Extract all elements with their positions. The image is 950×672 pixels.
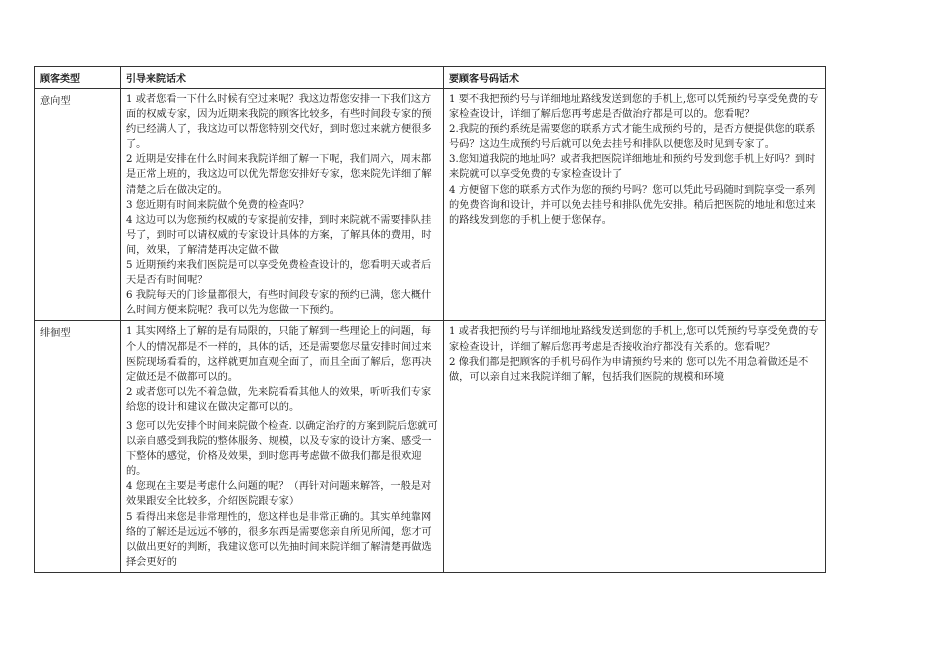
- script-paragraph: 5 近期预约来我们医院是可以享受免费检查设计的，您看明天或者后天是否有时间呢？: [126, 260, 432, 287]
- table-row: [35, 321, 826, 573]
- customer-type-cell: 绯徊型: [35, 321, 121, 573]
- script-paragraph: 1 或者我把预约号与详细地址路线发送到您的手机上,您可以凭预约号享受免费的专家检查设计，详细了解后您再考虑是否接收治疗都没有关系的。您看呢？: [449, 326, 819, 353]
- phone-script-cell: [444, 321, 826, 573]
- header-customer-type: 顾客类型: [35, 67, 121, 89]
- header-row: [35, 67, 826, 89]
- header-phone-script: 要顾客号码话术: [444, 67, 826, 89]
- script-paragraph: 1 要不我把预约号与详细地址路线发送到您的手机上,您可以凭预约号享受免费的专家检查设计，详细了解后您再考虑是否做治疗都是可以的。您看呢？: [449, 94, 819, 121]
- guide-script-cell: [121, 321, 444, 573]
- table-row: [35, 89, 826, 321]
- script-paragraph: 4 方便留下您的联系方式作为您的预约号吗？您可以凭此号码随时到院享受一系列的免费咨询和设计，并可以免去挂号和排队优先安排。稍后把医院的地址和您过来的路线发到您的手机上便于您保存。: [449, 184, 816, 226]
- script-paragraph: 2.我院的预约系统是需要您的联系方式才能生成预约号的，是否方便提供您的联系号码？这边生成预约号后就可以免去挂号和排队以便您及时见到专家了。: [449, 124, 816, 151]
- script-paragraph: 1 其实网络上了解的是有局限的，只能了解到一些理论上的问题，每个人的情况都是不一样的，具体的话，还是需要您尽量安排时间过来医院现场看看的，这样就更加直观全面了，而且全面了解后，您再决定做还是不做都可以的。: [126, 326, 432, 383]
- script-paragraph: 4 您现在主要是考虑什么问题的呢？（再针对问题来解答，一般是对效果跟安全比较多，介绍医院跟专家）: [126, 481, 432, 508]
- script-paragraph: 6 我院每天的门诊量都很大，有些时间段专家的预约已满，您大概什么时间方便来院呢？我可以先为您做一下预约。: [126, 290, 432, 317]
- script-paragraph: 2 像我们都是把顾客的手机号码作为申请预约号来的 您可以先不用急着做还是不做，可以亲自过来我院详细了解，包括我们医院的规模和环境: [449, 356, 809, 383]
- script-paragraph: 4 这边可以为您预约权威的专家提前安排，到时来院就不需要排队挂号了，到时可以请权威的专家设计具体的方案，了解具体的费用，时间，效果，了解清楚再决定做不做: [126, 214, 432, 256]
- phone-script-cell: [444, 89, 826, 321]
- script-paragraph: 3 您可以先安排个时间来院做个检查. 以确定治疗的方案到院后您就可以亲自感受到我院的整体服务、规模，以及专家的设计方案、感受一下整体的感觉，价格及效果，到时您再考虑做不做我们都是很欢迎的。: [126, 420, 438, 478]
- script-paragraph: 3 您近期有时间来院做个免费的检查吗？: [126, 199, 309, 211]
- script-paragraph: 5 看得出来您是非常理性的，您这样也是非常正确的。其实单纯靠网络的了解还是远远不够的，很多东西是需要您亲自所见所闻，您才可以做出更好的判断，我建议您可以先抽时间来院详细了解清楚再做选择会更好的: [126, 511, 432, 568]
- guide-script-cell: [121, 89, 444, 321]
- script-table: [34, 66, 826, 573]
- header-guide-script: 引导来院话术: [121, 67, 444, 89]
- customer-type-cell: 意向型: [35, 89, 121, 321]
- script-paragraph: 2 或者您可以先不着急做，先来院看看其他人的效果，听听我们专家给您的设计和建议在做决定都可以的。: [126, 386, 432, 413]
- script-paragraph: 1 或者您看一下什么时候有空过来呢？我这边帮您安排一下我们这方面的权威专家，因为近期来我院的顾客比较多，有些时间段专家的预约已经满人了，我这边可以帮您特别交代好，到时您过来就方便很多了。: [126, 94, 432, 151]
- script-paragraph: 2 近期是安排在什么时间来我院详细了解一下呢，我们周六，周末都是正常上班的，我这边可以优先帮您安排好专家，您来院先详细了解清楚之后在做决定的。: [126, 154, 432, 196]
- script-paragraph: 3.您知道我院的地址吗？或者我把医院详细地址和预约号发到您手机上好吗？到时来院就可以享受免费的专家检查设计了: [449, 154, 816, 181]
